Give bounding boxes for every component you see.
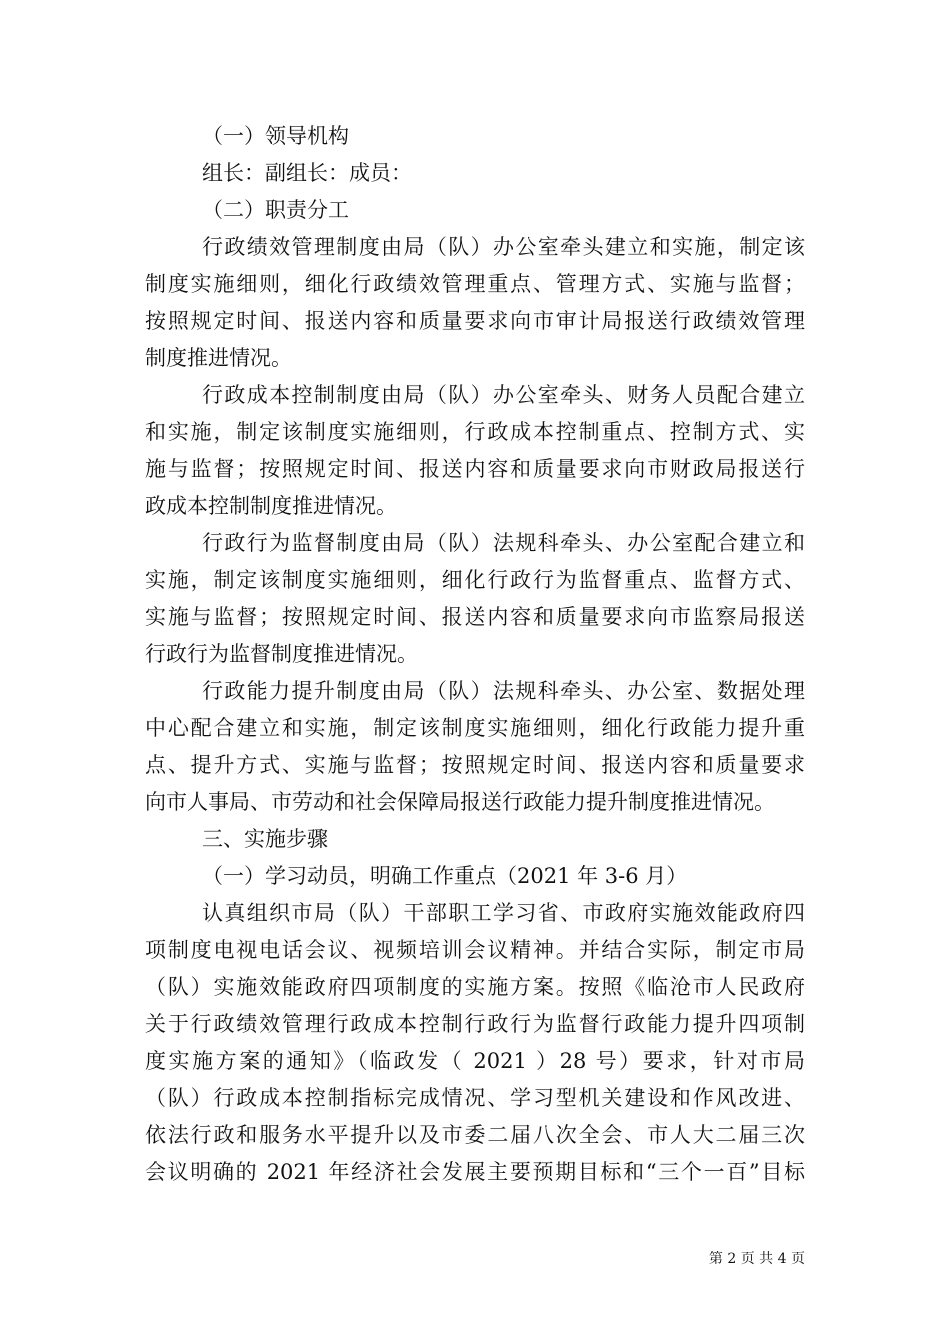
- page-number: 第 2 页 共 4 页: [708, 1251, 805, 1267]
- text-line: （一）学习动员，明确工作重点（2021 年 3-6 月）: [202, 864, 688, 888]
- text-line: （二）职责分工: [202, 198, 349, 222]
- text-line: 按照规定时间、报送内容和质量要求向市审计局报送行政绩效管理: [145, 309, 805, 333]
- text-line: 行政行为监督制度由局（队）法规科牵头、办公室配合建立和: [202, 531, 805, 555]
- text-line: 政成本控制制度推进情况。: [145, 494, 397, 518]
- text-line: 中心配合建立和实施，制定该制度实施细则，细化行政能力提升重: [145, 716, 805, 740]
- text-line: 行政能力提升制度由局（队）法规科牵头、办公室、数据处理: [202, 679, 805, 703]
- text-line: 点、提升方式、实施与监督；按照规定时间、报送内容和质量要求: [145, 753, 805, 777]
- text-line: 行政成本控制制度由局（队）办公室牵头、财务人员配合建立: [202, 383, 805, 407]
- text-line: （队）实施效能政府四项制度的实施方案。按照《临沧市人民政府: [145, 975, 805, 999]
- text-line: （队）行政成本控制指标完成情况、学习型机关建设和作风改进、: [145, 1086, 805, 1110]
- text-line: 行政行为监督制度推进情况。: [145, 642, 418, 666]
- text-line: 三、实施步骤: [202, 827, 328, 851]
- text-line: 实施与监督；按照规定时间、报送内容和质量要求向市监察局报送: [145, 605, 805, 629]
- text-line: 行政绩效管理制度由局（队）办公室牵头建立和实施，制定该: [202, 235, 805, 259]
- text-line: 度实施方案的通知》（临政发（ 2021 ）28 号）要求，针对市局: [145, 1049, 805, 1073]
- text-line: 依法行政和服务水平提升以及市委二届八次全会、市人大二届三次: [145, 1123, 805, 1147]
- text-line: 向市人事局、市劳动和社会保障局报送行政能力提升制度推进情况。: [145, 790, 775, 814]
- text-line: 制度实施细则，细化行政绩效管理重点、管理方式、实施与监督；: [145, 272, 805, 296]
- text-line: （一）领导机构: [202, 124, 349, 148]
- text-line: 会议明确的 2021 年经济社会发展主要预期目标和“三个一百”目标: [145, 1160, 805, 1184]
- text-line: 和实施，制定该制度实施细则，行政成本控制重点、控制方式、实: [145, 420, 805, 444]
- text-line: 项制度电视电话会议、视频培训会议精神。并结合实际，制定市局: [145, 938, 805, 962]
- text-line: 施与监督；按照规定时间、报送内容和质量要求向市财政局报送行: [145, 457, 805, 481]
- text-line: 实施，制定该制度实施细则，细化行政行为监督重点、监督方式、: [145, 568, 805, 592]
- text-line: 关于行政绩效管理行政成本控制行政行为监督行政能力提升四项制: [145, 1012, 805, 1036]
- text-line: 制度推进情况。: [145, 346, 292, 370]
- text-line: 组长：副组长：成员：: [202, 161, 412, 185]
- text-line: 认真组织市局（队）干部职工学习省、市政府实施效能政府四: [202, 901, 805, 925]
- document-body: [145, 118, 805, 1191]
